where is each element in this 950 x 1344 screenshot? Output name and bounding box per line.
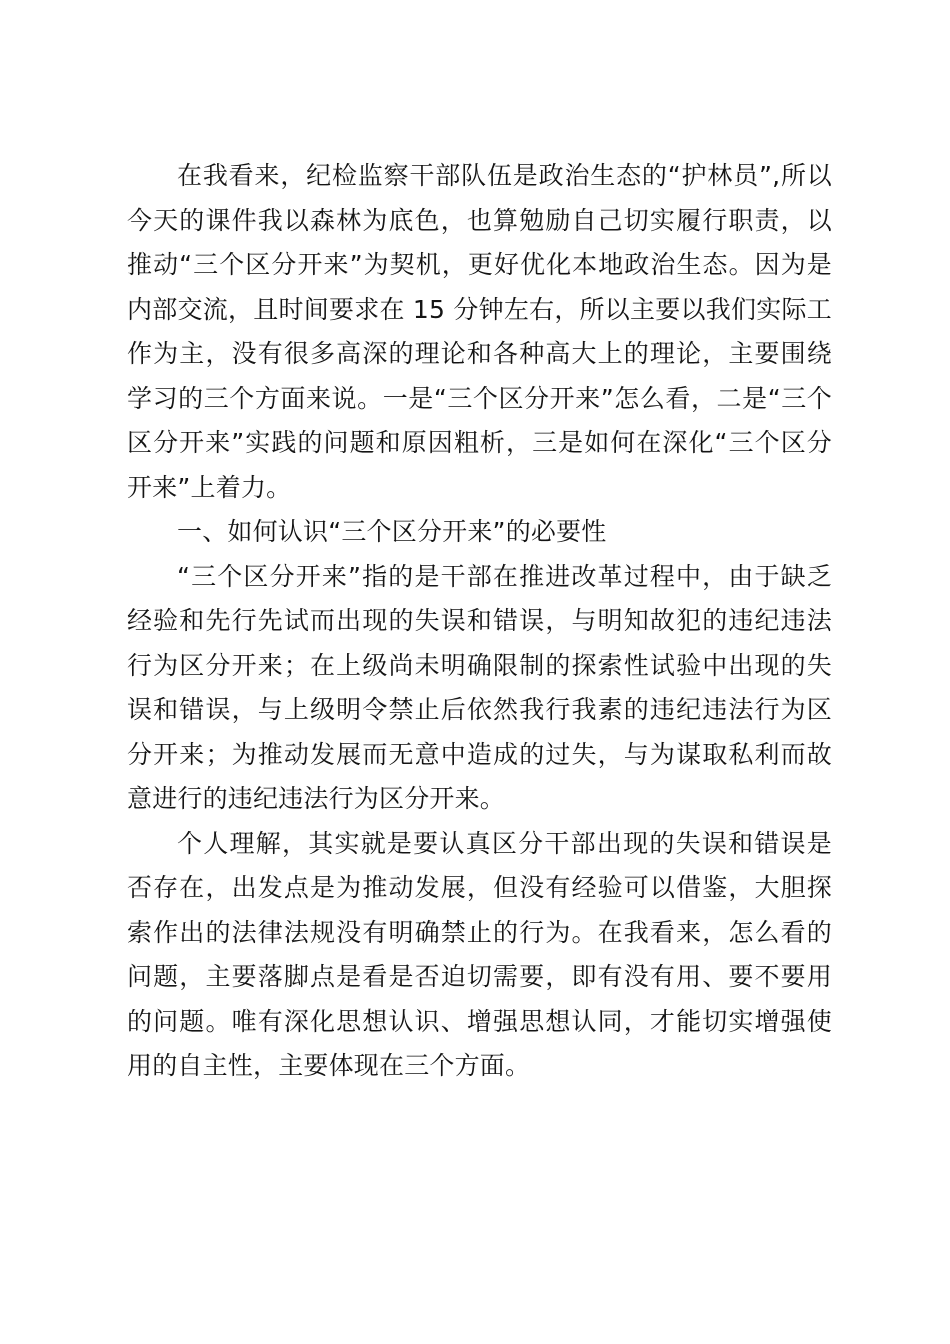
paragraph-definition: “三个区分开来”指的是干部在推进改革过程中，由于缺乏经验和先行先试而出现的失误和错误，与明知故犯的违纪违法行为区分开来；在上级尚未明确限制的探索性试验中出现的失误和错误，与上级明令禁止后依然我行我素的违纪违法行为区分开来；为推动发展而无意中造成的过失，与为谋取私利而故意进行的违纪违法行为区分开来。 xyxy=(127,561,832,813)
paragraph-understanding: 个人理解，其实就是要认真区分干部出现的失误和错误是否存在，出发点是为推动发展，但没有经验可以借鉴，大胆探索作出的法律法规没有明确禁止的行为。在我看来，怎么看的问题，主要落脚点是看是否迫切需要，即有没有用、要不要用的问题。唯有深化思想认识、增强思想认同，才能切实增强使用的自主性，主要体现在三个方面。 xyxy=(127,828,832,1080)
paragraph-intro: 在我看来，纪检监察干部队伍是政治生态的“护林员”,所以今天的课件我以森林为底色，也算勉励自己切实履行职责，以推动“三个区分开来”为契机，更好优化本地政治生态。因为是内部交流，且时间要求在 15 分钟左右，所以主要以我们实际工作为主，没有很多高深的理论和各种高大上的理论，主要围绕学习的三个方面来说。一是“三个区分开来”怎么看，二是“三个区分开来”实践的问题和原因粗析，三是如何在深化“三个区分开来”上着力。 xyxy=(127,161,832,502)
section-heading: 一、如何认识“三个区分开来”的必要性 xyxy=(177,517,607,546)
document-body xyxy=(127,154,832,1089)
